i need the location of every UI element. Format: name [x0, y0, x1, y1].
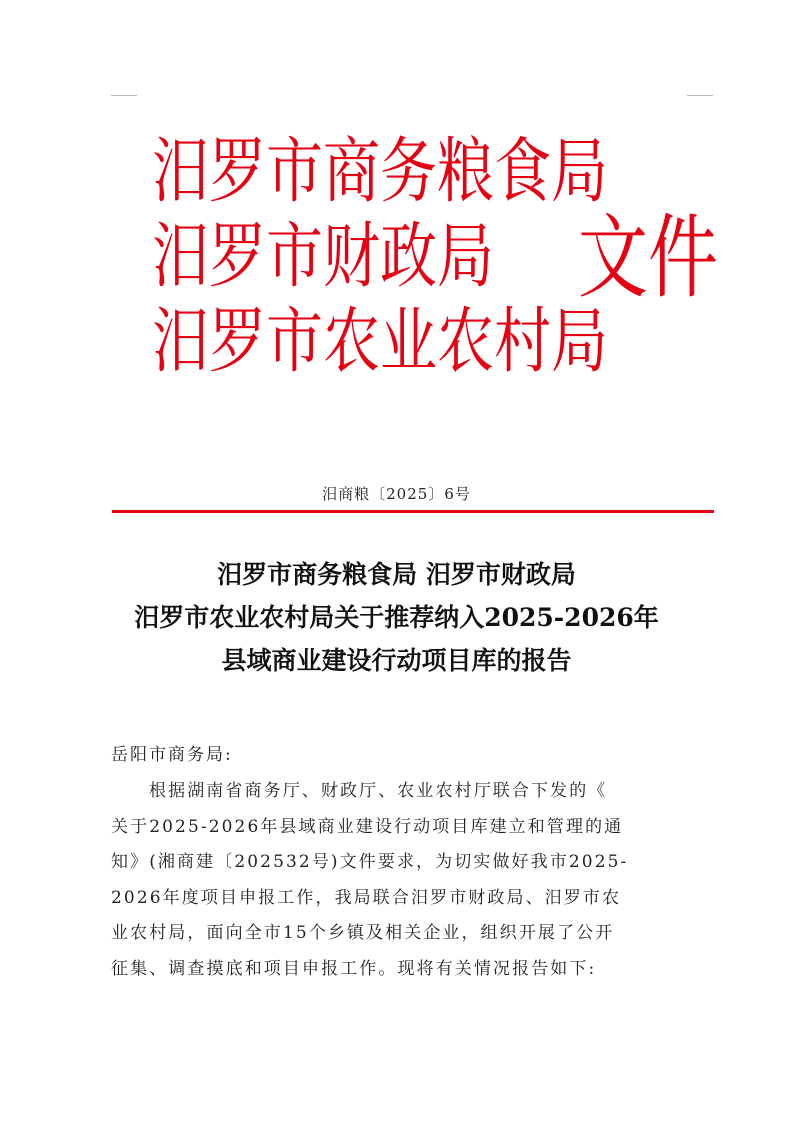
issuer-agriculture-bureau: 汨罗市农业农村局: [152, 300, 608, 384]
body-line: 知》(湘商建〔202532号)文件要求，为切实做好我市2025-: [111, 852, 629, 872]
title-line-3: 县域商业建设行动项目库的报告: [221, 646, 572, 675]
body-paragraph: [111, 774, 691, 987]
title-line-1: 汨罗市商务粮食局 汨罗市财政局: [217, 560, 576, 589]
body-line: 根据湖南省商务厅、财政厅、农业农村厅联合下发的《: [149, 781, 608, 801]
issuer-finance-bureau: 汨罗市财政局: [152, 215, 494, 299]
issuing-agencies: [152, 130, 608, 385]
red-separator-line: [112, 510, 714, 513]
corner-mark-left: [111, 95, 137, 96]
addressee: 岳阳市商务局:: [111, 745, 233, 765]
document-word: 文件: [578, 204, 718, 312]
body-line: 关于2025-2026年县域商业建设行动项目库建立和管理的通: [111, 816, 624, 837]
body-line: 业农村局，面向全市15个乡镇及相关企业，组织开展了公开: [111, 923, 615, 943]
title-line-2: 汨罗市农业农村局关于推荐纳入2025-2026年: [134, 603, 659, 632]
document-number: 汨商粮〔2025〕6号: [322, 485, 471, 503]
body-line: 2026年度项目申报工作，我局联合汨罗市财政局、汨罗市农: [111, 887, 622, 908]
issuer-commerce-grain-bureau: 汨罗市商务粮食局: [152, 130, 608, 214]
body-line: 征集、调查摸底和项目申报工作。现将有关情况报告如下:: [111, 958, 597, 979]
corner-mark-right: [687, 95, 713, 96]
document-title: [0, 553, 793, 682]
